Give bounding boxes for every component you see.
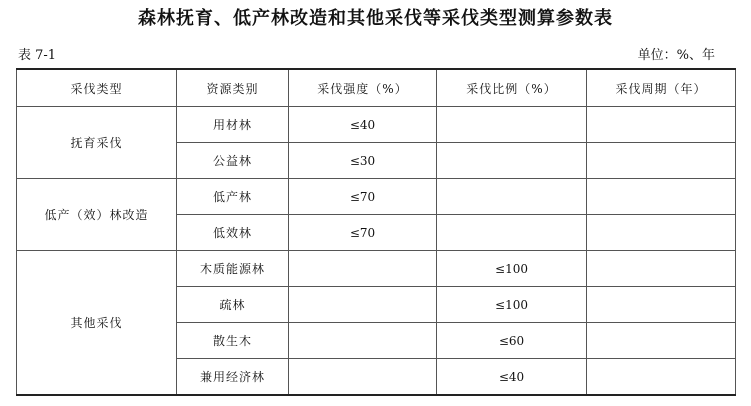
cycle-cell <box>587 251 736 287</box>
resource-cell: 散生木 <box>177 323 289 359</box>
intensity-cell <box>289 251 437 287</box>
resource-cell: 公益林 <box>177 143 289 179</box>
table-row <box>17 179 736 215</box>
resource-cell: 低效林 <box>177 215 289 251</box>
resource-cell: 用材林 <box>177 107 289 143</box>
cycle-cell <box>587 215 736 251</box>
harvest-type-cell: 抚育采伐 <box>17 107 177 179</box>
ratio-cell: ≤40 <box>437 359 587 396</box>
harvest-type-cell: 其他采伐 <box>17 251 177 396</box>
header-row <box>17 69 736 107</box>
resource-cell: 兼用经济林 <box>177 359 289 396</box>
intensity-cell <box>289 287 437 323</box>
parameter-table <box>16 68 736 396</box>
intensity-cell: ≤70 <box>289 179 437 215</box>
ratio-cell: ≤100 <box>437 251 587 287</box>
cycle-cell <box>587 179 736 215</box>
ratio-cell: ≤60 <box>437 323 587 359</box>
header-cell-harvest-ratio: 采伐比例（%） <box>437 69 587 107</box>
header-cell-harvest-intensity: 采伐强度（%） <box>289 69 437 107</box>
resource-cell: 木质能源林 <box>177 251 289 287</box>
ratio-cell <box>437 215 587 251</box>
intensity-cell <box>289 359 437 396</box>
cycle-cell <box>587 143 736 179</box>
resource-cell: 低产林 <box>177 179 289 215</box>
ratio-cell: ≤100 <box>437 287 587 323</box>
intensity-cell: ≤70 <box>289 215 437 251</box>
resource-cell: 疏林 <box>177 287 289 323</box>
ratio-cell <box>437 143 587 179</box>
table-row <box>17 107 736 143</box>
cycle-cell <box>587 107 736 143</box>
header-cell-harvest-type: 采伐类型 <box>17 69 177 107</box>
document-title: 森林抚育、低产林改造和其他采伐等采伐类型测算参数表 <box>138 8 613 29</box>
intensity-cell: ≤30 <box>289 143 437 179</box>
header-cell-resource-category: 资源类别 <box>177 69 289 107</box>
table-number: 表 7-1 <box>18 48 57 63</box>
ratio-cell <box>437 107 587 143</box>
intensity-cell <box>289 323 437 359</box>
harvest-type-cell: 低产（效）林改造 <box>17 179 177 251</box>
cycle-cell <box>587 323 736 359</box>
header-cell-harvest-cycle: 采伐周期（年） <box>587 69 736 107</box>
unit-note: 单位：%、年 <box>637 48 715 63</box>
table-row <box>17 251 736 287</box>
cycle-cell <box>587 359 736 396</box>
ratio-cell <box>437 179 587 215</box>
intensity-cell: ≤40 <box>289 107 437 143</box>
cycle-cell <box>587 287 736 323</box>
